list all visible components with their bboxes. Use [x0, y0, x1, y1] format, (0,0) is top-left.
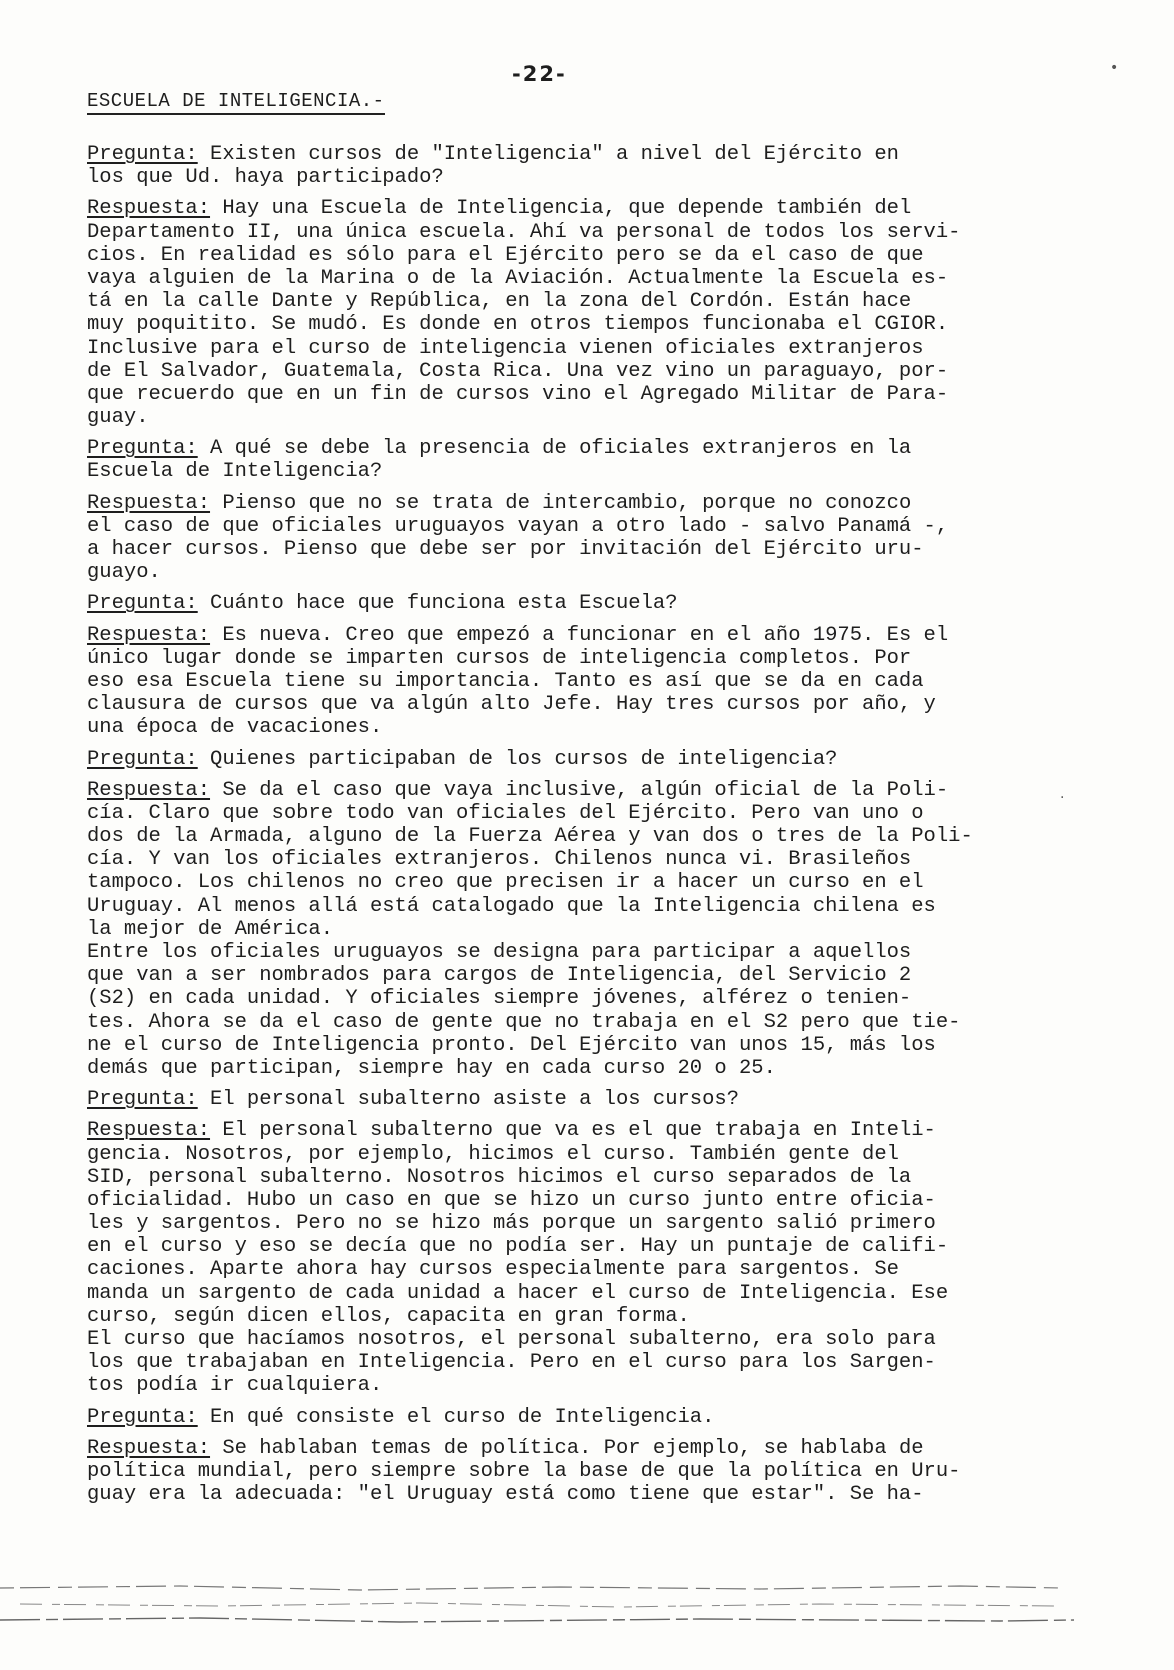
speaker-label: Respuesta:	[87, 1436, 211, 1460]
line-text: demás que participan, siempre hay en cada curso 20 o 25.	[87, 1056, 776, 1080]
speaker-label: Pregunta:	[87, 143, 198, 166]
line-text: gencia. Nosotros, por ejemplo, hicimos el curso. También gente del	[87, 1142, 899, 1166]
text-line	[87, 1258, 1087, 1281]
section-title: ESCUELA DE INTELIGENCIA.-	[87, 90, 385, 115]
text-line	[87, 143, 1087, 166]
question-block	[87, 592, 1087, 615]
text-line	[87, 383, 1087, 406]
question-block	[87, 1406, 1087, 1429]
text-line	[87, 1328, 1087, 1351]
line-text: único lugar donde se imparten cursos de inteligencia completos. Por	[87, 646, 912, 670]
page-number: -22-	[512, 62, 567, 86]
answer-block	[87, 779, 1087, 1080]
scan-noise-lines	[0, 1560, 1174, 1640]
text-line	[87, 1406, 1087, 1429]
speaker-label: Respuesta:	[87, 197, 211, 221]
text-line	[87, 871, 1087, 894]
line-text: Pienso que no se trata de intercambio, porque no conozco	[210, 491, 912, 515]
line-text: tes. Ahora se da el caso de gente que no trabaja en el S2 pero que tie-	[87, 1010, 961, 1034]
text-line	[87, 460, 1087, 483]
speaker-label: Pregunta:	[87, 437, 198, 461]
text-line	[87, 561, 1087, 584]
text-line	[87, 895, 1087, 918]
line-text: vaya alguien de la Marina o de la Aviación. Actualmente la Escuela es-	[87, 266, 949, 290]
text-line	[87, 290, 1087, 313]
answer-block	[87, 197, 1087, 429]
line-text: guayo.	[87, 561, 161, 585]
line-text: tampoco. Los chilenos no creo que precisen ir a hacer un curso en el	[87, 871, 924, 895]
text-line	[87, 1212, 1087, 1235]
question-block	[87, 748, 1087, 771]
speaker-label: Respuesta:	[87, 1119, 211, 1143]
text-line	[87, 1011, 1087, 1034]
line-text: les y sargentos. Pero no se hizo más porque un sargento salió primero	[87, 1212, 936, 1236]
line-text: Entre los oficiales uruguayos se designa para participar a aquellos	[87, 941, 912, 964]
line-text: muy poquitito. Se mudó. Es donde en otros tiempos funcionaba el CGIOR.	[87, 313, 949, 337]
text-line	[87, 748, 1087, 771]
answer-block	[87, 1437, 1087, 1507]
line-text: cios. En realidad es sólo para el Ejército pero se da el caso de que	[87, 243, 924, 267]
text-line	[87, 1034, 1087, 1057]
text-line	[87, 221, 1087, 244]
line-text: política mundial, pero siempre sobre la base de que la política en Uru-	[87, 1459, 961, 1483]
speaker-label: Pregunta:	[87, 1405, 198, 1429]
text-line	[87, 1119, 1087, 1142]
line-text: cía. Claro que sobre todo van oficiales del Ejército. Pero van uno o	[87, 801, 924, 825]
line-text: que recuerdo que en un fin de cursos vino el Agregado Militar de Para-	[87, 382, 949, 406]
line-text: A qué se debe la presencia de oficiales extranjeros en la	[197, 437, 912, 461]
line-text: eso esa Escuela tiene su importancia. Tanto es así que se da en cada	[87, 669, 924, 693]
text-line	[87, 1483, 1087, 1506]
line-text: El personal subalterno asiste a los cursos?	[197, 1088, 740, 1112]
line-text: manda un sargento de cada unidad a hacer el curso de Inteligencia. Ese	[87, 1281, 949, 1305]
text-line	[87, 337, 1087, 360]
text-line	[87, 515, 1087, 538]
line-text: El personal subalterno que va es el que trabaja en Inteli-	[210, 1119, 936, 1143]
text-line	[87, 437, 1087, 460]
line-text: oficialidad. Hubo un caso en que se hizo un curso junto entre oficia-	[87, 1188, 936, 1212]
line-text: Es nueva. Creo que empezó a funcionar en el año 1975. Es el	[210, 623, 949, 647]
speaker-label: Respuesta:	[87, 623, 211, 647]
scan-speck: •	[1110, 60, 1119, 76]
line-text: (S2) en cada unidad. Y oficiales siempre jóvenes, alférez o tenien-	[87, 987, 912, 1011]
text-line	[87, 848, 1087, 871]
line-text: tos podía ir cualquiera.	[87, 1374, 383, 1398]
line-text: Escuela de Inteligencia?	[87, 460, 383, 484]
text-line	[87, 941, 1087, 964]
text-line	[87, 693, 1087, 716]
text-line	[87, 1166, 1087, 1189]
line-text: clausura de cursos que va algún alto Jefe. Hay tres cursos por año, y	[87, 693, 936, 717]
line-text: cía. Y van los oficiales extranjeros. Chilenos nunca vi. Brasileños	[87, 848, 912, 872]
text-line	[87, 779, 1087, 802]
answer-block	[87, 1119, 1087, 1397]
line-text: El curso que hacíamos nosotros, el personal subalterno, era solo para	[87, 1328, 936, 1351]
speaker-label: Respuesta:	[87, 778, 211, 802]
line-text: en el curso y eso se decía que no podía ser. Hay un puntaje de califi-	[87, 1235, 949, 1259]
line-text: caciones. Aparte ahora hay cursos especialmente para sargentos. Se	[87, 1258, 899, 1282]
text-line	[87, 267, 1087, 290]
line-text: la mejor de América.	[87, 917, 334, 941]
text-line	[87, 313, 1087, 336]
line-text: ne el curso de Inteligencia pronto. Del Ejército van unos 15, más los	[87, 1033, 936, 1057]
text-line	[87, 825, 1087, 848]
line-text: curso, según dicen ellos, capacita en gran forma.	[87, 1304, 690, 1328]
line-text: En qué consiste el curso de Inteligencia.	[197, 1405, 715, 1429]
line-text: guay era la adecuada: "el Uruguay está como tiene que estar". Se ha-	[87, 1483, 924, 1507]
answer-block	[87, 624, 1087, 740]
text-line	[87, 492, 1087, 515]
speaker-label: Pregunta:	[87, 747, 198, 771]
speaker-label: Pregunta:	[87, 592, 198, 616]
line-text: una época de vacaciones.	[87, 716, 383, 740]
line-text: Quienes participaban de los cursos de inteligencia?	[197, 747, 838, 771]
line-text: que van a ser nombrados para cargos de Inteligencia, del Servicio 2	[87, 964, 912, 988]
line-text: Cuánto hace que funciona esta Escuela?	[197, 592, 678, 616]
text-line	[87, 1282, 1087, 1305]
line-text: Uruguay. Al menos allá está catalogado que la Inteligencia chilena es	[87, 894, 936, 918]
text-line	[87, 1057, 1087, 1080]
line-text: Departamento II, una única escuela. Ahí va personal de todos los servi-	[87, 220, 961, 244]
text-line	[87, 1189, 1087, 1212]
text-line	[87, 1305, 1087, 1328]
line-text: los que trabajaban en Inteligencia. Pero en el curso para los Sargen-	[87, 1351, 936, 1375]
question-block	[87, 437, 1087, 483]
question-block	[87, 1088, 1087, 1111]
text-line	[87, 1437, 1087, 1460]
text-line	[87, 1460, 1087, 1483]
text-line	[87, 802, 1087, 825]
line-text: dos de la Armada, alguno de la Fuerza Aérea y van dos o tres de la Poli-	[87, 825, 973, 849]
line-text: el caso de que oficiales uruguayos vayan a otro lado - salvo Panamá -,	[87, 514, 949, 538]
line-text: Se hablaban temas de política. Por ejemplo, se hablaba de	[210, 1436, 924, 1460]
line-text: tá en la calle Dante y República, en la zona del Cordón. Están hace	[87, 290, 912, 314]
text-line	[87, 624, 1087, 647]
speaker-label: Respuesta:	[87, 491, 211, 515]
text-line	[87, 538, 1087, 561]
text-line	[87, 647, 1087, 670]
speaker-label: Pregunta:	[87, 1088, 198, 1112]
text-line	[87, 1088, 1087, 1111]
text-line	[87, 716, 1087, 739]
line-text: Se da el caso que vaya inclusive, algún oficial de la Poli-	[210, 778, 949, 802]
line-text: los que Ud. haya participado?	[87, 166, 444, 190]
line-text: a hacer cursos. Pienso que debe ser por invitación del Ejército uru-	[87, 538, 924, 561]
text-line	[87, 406, 1087, 429]
text-line	[87, 592, 1087, 615]
text-line	[87, 987, 1087, 1010]
text-line	[87, 964, 1087, 987]
scan-speck: ·	[1060, 790, 1065, 806]
text-line	[87, 197, 1087, 220]
text-line	[87, 1235, 1087, 1258]
line-text: Existen cursos de "Inteligencia" a nivel del Ejército en	[197, 143, 899, 166]
line-text: Inclusive para el curso de inteligencia vienen oficiales extranjeros	[87, 336, 924, 360]
line-text: SID, personal subalterno. Nosotros hicimos el curso separados de la	[87, 1165, 912, 1189]
text-line	[87, 918, 1087, 941]
line-text: Hay una Escuela de Inteligencia, que depende también del	[210, 197, 912, 221]
text-line	[87, 1351, 1087, 1374]
text-line	[87, 1374, 1087, 1397]
text-line	[87, 670, 1087, 693]
text-line	[87, 244, 1087, 267]
text-line	[87, 166, 1087, 189]
text-line	[87, 360, 1087, 383]
answer-block	[87, 492, 1087, 585]
line-text: guay.	[87, 406, 149, 430]
interview-body	[87, 143, 1087, 1514]
text-line	[87, 1143, 1087, 1166]
line-text: de El Salvador, Guatemala, Costa Rica. Una vez vino un paraguayo, por-	[87, 359, 949, 383]
question-block	[87, 143, 1087, 189]
